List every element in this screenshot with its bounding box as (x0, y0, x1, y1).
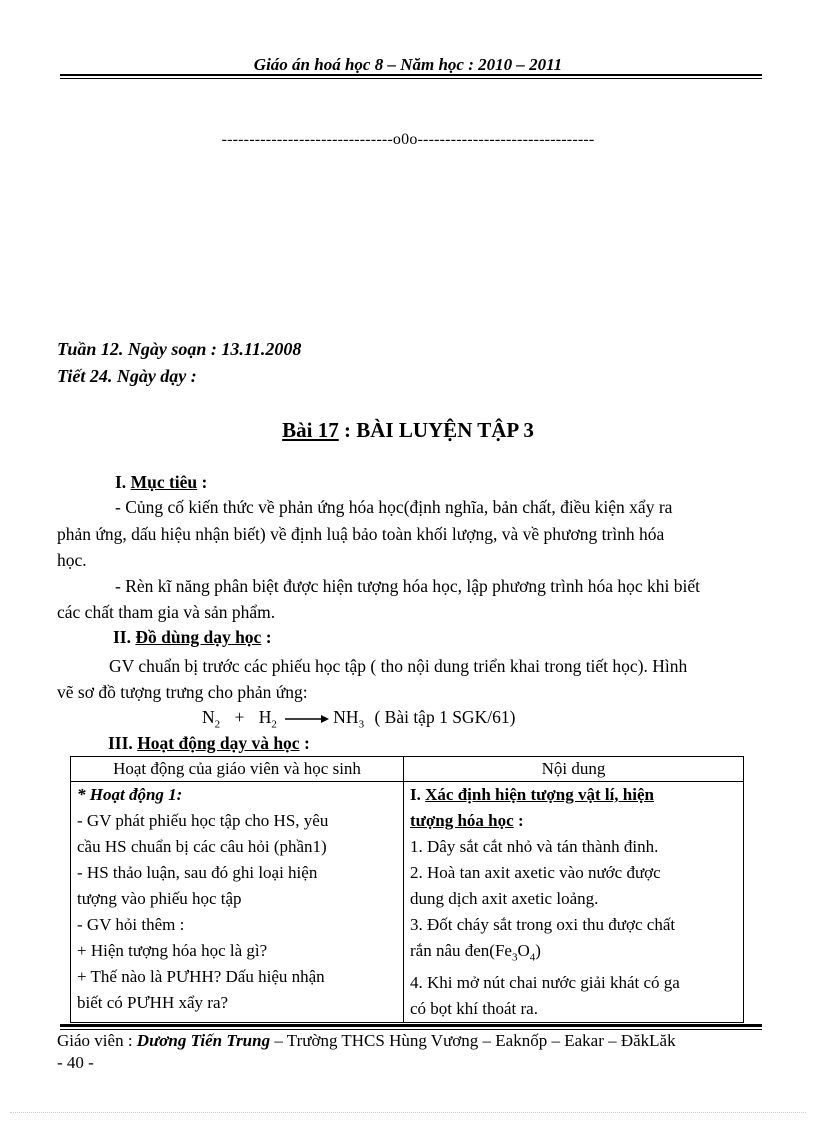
objective-2-line-2: các chất tham gia và sản phẩm. (57, 602, 276, 622)
eq-hydrogen: H (258, 707, 272, 727)
col-header-activities: Hoạt động của giáo viên và học sinh (71, 757, 404, 782)
reaction-arrow-icon (283, 713, 331, 725)
bottom-dotted-line (10, 1112, 806, 1113)
header-rule-thin (60, 78, 762, 79)
eq-reference: ( Bài tập 1 SGK/61) (374, 707, 516, 727)
header-rule-thick (60, 74, 762, 76)
activities-table (70, 756, 744, 1023)
content-section-title-colon: : (513, 811, 524, 830)
eq-plus: + (234, 707, 245, 727)
lesson-number: Bài 17 (282, 418, 339, 442)
eq-nitrogen-subscript: 2 (214, 718, 221, 731)
materials-line-2: vẽ sơ đồ tượng trưng cho phản ứng: (57, 682, 308, 702)
activity-line: cầu HS chuẩn bị các câu hỏi (phần1) (77, 837, 327, 856)
content-cell (404, 782, 744, 1023)
content-line: có bọt khí thoát ra. (410, 999, 538, 1019)
objectives-heading-number: I. (115, 472, 131, 492)
footer-school: – Trường THCS Hùng Vương – Eaknốp – Eakar – ĐăkLăk (270, 1031, 676, 1050)
activity-line: - GV phát phiếu học tập cho HS, yêu (77, 811, 329, 830)
materials-heading-number: II. (113, 627, 136, 647)
eq-hydrogen-subscript: 2 (271, 718, 277, 731)
footer-teacher-name: Dương Tiến Trung (136, 1031, 271, 1050)
fe3o4-sub-4: 4 (529, 951, 536, 964)
materials-line-1: GV chuẩn bị trước các phiếu học tập ( tho nội dung triển khai trong tiết học). Hình (109, 656, 688, 676)
section-separator: -------------------------------o0o-------------------------------- (221, 131, 595, 148)
content-line: 1. Dây sắt cắt nhỏ và tán thành đinh. (410, 837, 659, 856)
fe3o4-sub-3: 3 (511, 951, 518, 964)
eq-nitrogen: N (202, 707, 215, 727)
footer-teacher-line (57, 1031, 676, 1051)
lesson-colon: : (338, 418, 357, 442)
lesson-name: BÀI LUYỆN TẬP 3 (356, 418, 534, 442)
activity-1-title: * Hoạt động 1: (77, 785, 183, 804)
week-line: Tuần 12. Ngày soạn : 13.11.2008 (57, 339, 302, 359)
content-line: 3. Đốt cháy sắt trong oxi thu được chất (410, 915, 676, 934)
footer-rule-thick (60, 1024, 762, 1027)
eq-ammonia: NH (333, 707, 359, 727)
objective-1-line-3: học. (57, 550, 87, 570)
content-section-number: I. (410, 785, 426, 804)
objectives-heading (115, 472, 207, 493)
activities-heading-number: III. (108, 733, 138, 753)
materials-heading-text: Đồ dùng dạy học (135, 627, 262, 647)
lesson-title (0, 418, 816, 443)
objective-1-line-1: - Củng cố kiến thức về phản ứng hóa học(định nghĩa, bản chất, điều kiện xẩy ra (115, 497, 673, 517)
content-line: 2. Hoà tan axit axetic vào nước được (410, 863, 661, 882)
col-header-content: Nội dung (404, 757, 744, 782)
footer-rule-thin (60, 1029, 762, 1030)
footer-prefix: Giáo viên : (57, 1031, 137, 1050)
activity-line: + Thế nào là PƯHH? Dấu hiệu nhận (77, 967, 325, 986)
activity-line: - HS thảo luận, sau đó ghi loại hiện (77, 863, 318, 882)
teacher-student-activities-cell (71, 782, 404, 1023)
period-line: Tiết 24. Ngày dạy : (57, 366, 197, 386)
content-line (410, 938, 737, 970)
content-section-title-line-1: Xác định hiện tượng vật lí, hiện (425, 785, 654, 804)
page-number: - 40 - (57, 1053, 94, 1072)
table-header-row (71, 757, 744, 782)
materials-heading (113, 627, 272, 648)
materials-heading-colon: : (261, 627, 272, 647)
activities-heading (108, 733, 310, 754)
content-section-title-line-2: tượng hóa học (410, 811, 514, 830)
content-line: 4. Khi mở nút chai nước giải khát có ga (410, 973, 680, 993)
objectives-heading-text: Mục tiêu (130, 472, 198, 492)
objectives-heading-colon: : (197, 472, 208, 492)
content-line: dung dịch axit axetic loảng. (410, 889, 599, 908)
content-section-title-cont (410, 808, 737, 834)
activity-line: biết có PƯHH xẩy ra? (77, 993, 229, 1012)
fe3o4-close: ) (535, 941, 541, 960)
fe3o4-prefix: rắn nâu đen(Fe (410, 941, 512, 960)
eq-ammonia-subscript: 3 (358, 718, 365, 731)
table-row (71, 782, 744, 1023)
activity-line: + Hiện tượng hóa học là gì? (77, 941, 268, 960)
activities-heading-text: Hoạt động dạy và học (137, 733, 300, 753)
activities-heading-colon: : (299, 733, 310, 753)
activity-line: - GV hỏi thêm : (77, 915, 185, 934)
objective-1-line-2: phản ứng, dấu hiệu nhận biết) về định luậ bảo toàn khối lượng, và về phương trình hóa (57, 524, 665, 544)
objective-2-line-1: - Rèn kĩ năng phân biệt được hiện tượng hóa học, lập phương trình hóa học khi biết (115, 576, 700, 596)
document-header-title: Giáo án hoá học 8 – Năm học : 2010 – 2011 (253, 55, 563, 74)
content-section-title (410, 782, 737, 808)
fe3o4-oxygen: O (517, 941, 530, 960)
activity-line: tượng vào phiếu học tập (77, 889, 242, 908)
